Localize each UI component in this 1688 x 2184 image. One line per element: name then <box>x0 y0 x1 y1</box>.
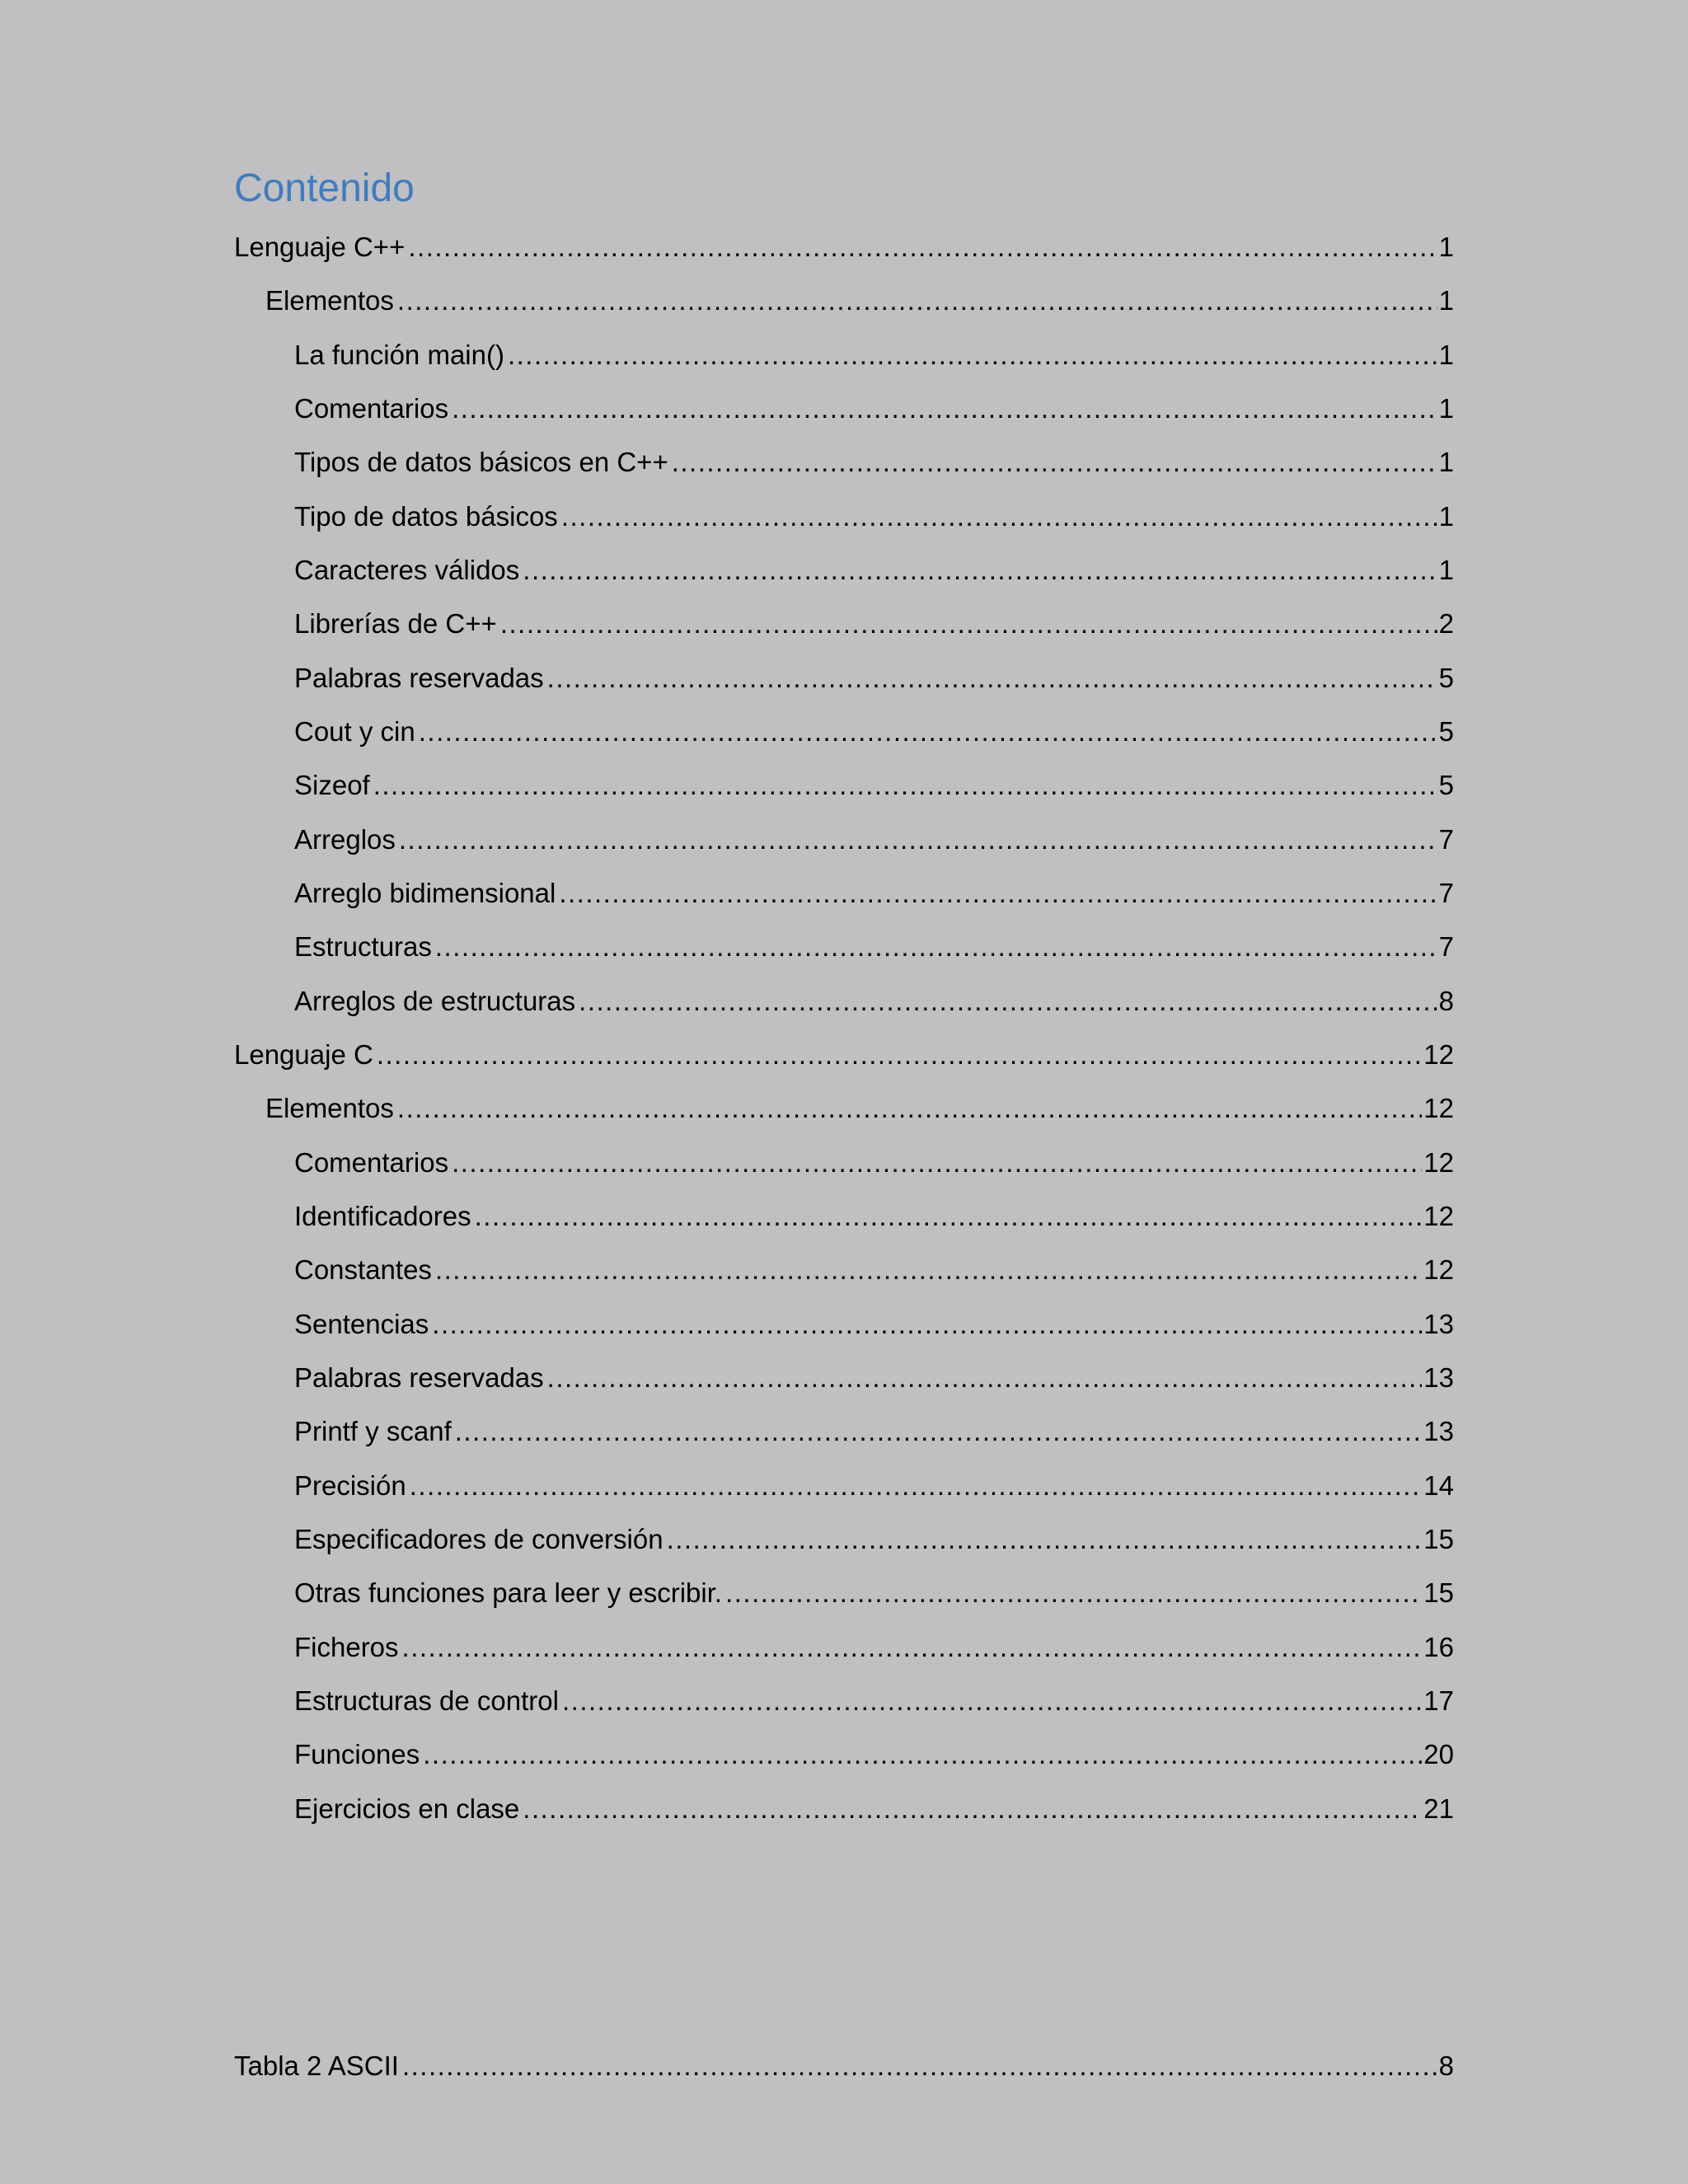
toc-entry-especificadores[interactable] <box>234 1520 1454 1573</box>
toc-entry-lenguaje-c[interactable] <box>234 1035 1454 1089</box>
dot-leader <box>547 1358 1423 1398</box>
dot-leader <box>579 982 1437 1021</box>
toc-entry-page: 12 <box>1422 1197 1454 1236</box>
dot-leader <box>523 1789 1422 1829</box>
dot-leader <box>373 766 1437 805</box>
toc-entry-page: 7 <box>1437 927 1454 967</box>
toc-entry-label: Estructuras de control <box>294 1681 562 1721</box>
toc-entry-page: 5 <box>1437 766 1454 805</box>
dot-leader <box>435 927 1437 967</box>
toc-entry-label: Comentarios <box>294 1143 452 1183</box>
toc-entry-precision[interactable] <box>234 1466 1454 1520</box>
toc-entry-page: 1 <box>1437 389 1454 429</box>
toc-entry-arreglos-estructuras[interactable] <box>234 982 1454 1035</box>
toc-entry-label: Otras funciones para leer y escribir. <box>294 1573 725 1613</box>
toc-entry-constantes[interactable] <box>234 1250 1454 1304</box>
toc-entry-label: Palabras reservadas <box>294 1358 547 1398</box>
toc-entry-tipo-datos-basicos[interactable] <box>234 497 1454 551</box>
toc-entry-page: 12 <box>1422 1250 1454 1290</box>
toc-entry-funcion-main[interactable] <box>234 335 1454 389</box>
toc-entry-comentarios-c[interactable] <box>234 1143 1454 1197</box>
toc-entry-label: Caracteres válidos <box>294 551 523 590</box>
toc-entry-page: 13 <box>1422 1305 1454 1344</box>
toc-entry-label: Lenguaje C++ <box>234 227 408 267</box>
toc-entry-page: 13 <box>1422 1412 1454 1451</box>
table-of-figures-entry[interactable] <box>234 2046 1454 2100</box>
toc-entry-page: 15 <box>1422 1520 1454 1559</box>
toc-entry-identificadores[interactable] <box>234 1197 1454 1250</box>
toc-entry-label: Arreglo bidimensional <box>294 874 559 913</box>
dot-leader <box>452 1143 1422 1183</box>
toc-entry-page: 14 <box>1422 1466 1454 1506</box>
toc-entry-label: Lenguaje C <box>234 1035 377 1075</box>
toc-entry-label: Tipo de datos básicos <box>294 497 561 537</box>
toc-entry-label: Constantes <box>294 1250 435 1290</box>
toc-entry-label: La función main() <box>294 335 508 375</box>
dot-leader <box>402 2046 1437 2086</box>
dot-leader <box>559 874 1437 913</box>
toc-entry-page: 16 <box>1422 1628 1454 1667</box>
dot-leader <box>432 1305 1422 1344</box>
toc-entry-ejercicios-clase[interactable] <box>234 1789 1454 1843</box>
toc-entry-page: 21 <box>1422 1789 1454 1829</box>
dot-leader <box>397 281 1437 321</box>
dot-leader <box>725 1573 1422 1613</box>
toc-entry-label: Ejercicios en clase <box>294 1789 523 1829</box>
toc-entry-caracteres-validos[interactable] <box>234 551 1454 604</box>
dot-leader <box>423 1735 1422 1774</box>
dot-leader <box>500 604 1437 644</box>
toc-entry-printf-scanf[interactable] <box>234 1412 1454 1465</box>
toc-entry-ficheros[interactable] <box>234 1628 1454 1681</box>
toc-entry-page: 5 <box>1437 712 1454 752</box>
toc-entry-label: Elementos <box>265 281 397 321</box>
dot-leader <box>377 1035 1422 1075</box>
toc-entry-label: Funciones <box>294 1735 423 1774</box>
dot-leader <box>508 335 1437 375</box>
toc-list <box>234 227 1454 1843</box>
toc-entry-label: Arreglos <box>294 820 399 860</box>
toc-entry-page: 13 <box>1422 1358 1454 1398</box>
toc-entry-page: 1 <box>1437 335 1454 375</box>
dot-leader <box>402 1628 1423 1667</box>
toc-entry-estructuras[interactable] <box>234 927 1454 981</box>
dot-leader <box>452 389 1437 429</box>
tof-entry-page: 8 <box>1437 2046 1454 2086</box>
toc-entry-page: 5 <box>1437 658 1454 698</box>
toc-entry-cout-cin[interactable] <box>234 712 1454 766</box>
toc-entry-page: 12 <box>1422 1035 1454 1075</box>
toc-entry-label: Sizeof <box>294 766 373 805</box>
dot-leader <box>523 551 1437 590</box>
dot-leader <box>547 658 1437 698</box>
toc-entry-label: Identificadores <box>294 1197 475 1236</box>
toc-entry-page: 7 <box>1437 820 1454 860</box>
toc-entry-page: 17 <box>1422 1681 1454 1721</box>
toc-entry-label: Estructuras <box>294 927 435 967</box>
toc-entry-funciones[interactable] <box>234 1735 1454 1788</box>
dot-leader <box>672 443 1437 482</box>
dot-leader <box>475 1197 1423 1236</box>
dot-leader <box>397 1089 1422 1128</box>
toc-entry-label: Comentarios <box>294 389 452 429</box>
toc-entry-label: Tipos de datos básicos en C++ <box>294 443 672 482</box>
toc-entry-librerias-cpp[interactable] <box>234 604 1454 658</box>
toc-entry-label: Elementos <box>265 1089 397 1128</box>
toc-entry-estructuras-control[interactable] <box>234 1681 1454 1735</box>
dot-leader <box>455 1412 1423 1451</box>
toc-entry-label: Librerías de C++ <box>294 604 500 644</box>
tof-entry-label: Tabla 2 ASCII <box>234 2046 402 2086</box>
dot-leader <box>667 1520 1423 1559</box>
toc-entry-page: 1 <box>1437 281 1454 321</box>
toc-entry-page: 2 <box>1437 604 1454 644</box>
toc-entry-label: Arreglos de estructuras <box>294 982 579 1021</box>
toc-entry-page: 15 <box>1422 1573 1454 1613</box>
toc-entry-sentencias[interactable] <box>234 1305 1454 1358</box>
toc-entry-page: 1 <box>1437 227 1454 267</box>
toc-entry-elementos-c[interactable] <box>234 1089 1454 1142</box>
toc-entry-page: 20 <box>1422 1735 1454 1774</box>
toc-entry-label: Especificadores de conversión <box>294 1520 667 1559</box>
toc-entry-page: 1 <box>1437 497 1454 537</box>
toc-title: Contenido <box>234 166 415 210</box>
toc-entry-page: 1 <box>1437 551 1454 590</box>
toc-entry-page: 7 <box>1437 874 1454 913</box>
dot-leader <box>408 227 1437 267</box>
toc-entry-label: Sentencias <box>294 1305 432 1344</box>
dot-leader <box>435 1250 1422 1290</box>
toc-entry-tipos-datos-cpp[interactable] <box>234 443 1454 496</box>
toc-entry-elementos-cpp[interactable] <box>234 281 1454 335</box>
dot-leader <box>419 712 1437 752</box>
toc-entry-arreglo-bidimensional[interactable] <box>234 874 1454 927</box>
toc-entry-page: 12 <box>1422 1089 1454 1128</box>
toc-entry-label: Precisión <box>294 1466 410 1506</box>
toc-entry-page: 1 <box>1437 443 1454 482</box>
dot-leader <box>399 820 1437 860</box>
toc-entry-palabras-reservadas-cpp[interactable] <box>234 658 1454 712</box>
toc-entry-palabras-reservadas-c[interactable] <box>234 1358 1454 1412</box>
dot-leader <box>561 497 1437 537</box>
toc-entry-label: Printf y scanf <box>294 1412 455 1451</box>
toc-entry-label: Palabras reservadas <box>294 658 547 698</box>
toc-entry-page: 12 <box>1422 1143 1454 1183</box>
toc-entry-label: Cout y cin <box>294 712 419 752</box>
toc-entry-label: Ficheros <box>294 1628 402 1667</box>
dot-leader <box>562 1681 1422 1721</box>
toc-entry-comentarios-cpp[interactable] <box>234 389 1454 443</box>
toc-entry-page: 8 <box>1437 982 1454 1021</box>
toc-entry-lenguaje-cpp[interactable] <box>234 227 1454 281</box>
toc-entry-arreglos[interactable] <box>234 820 1454 874</box>
toc-entry-otras-funciones[interactable] <box>234 1573 1454 1627</box>
toc-entry-sizeof[interactable] <box>234 766 1454 819</box>
dot-leader <box>410 1466 1423 1506</box>
